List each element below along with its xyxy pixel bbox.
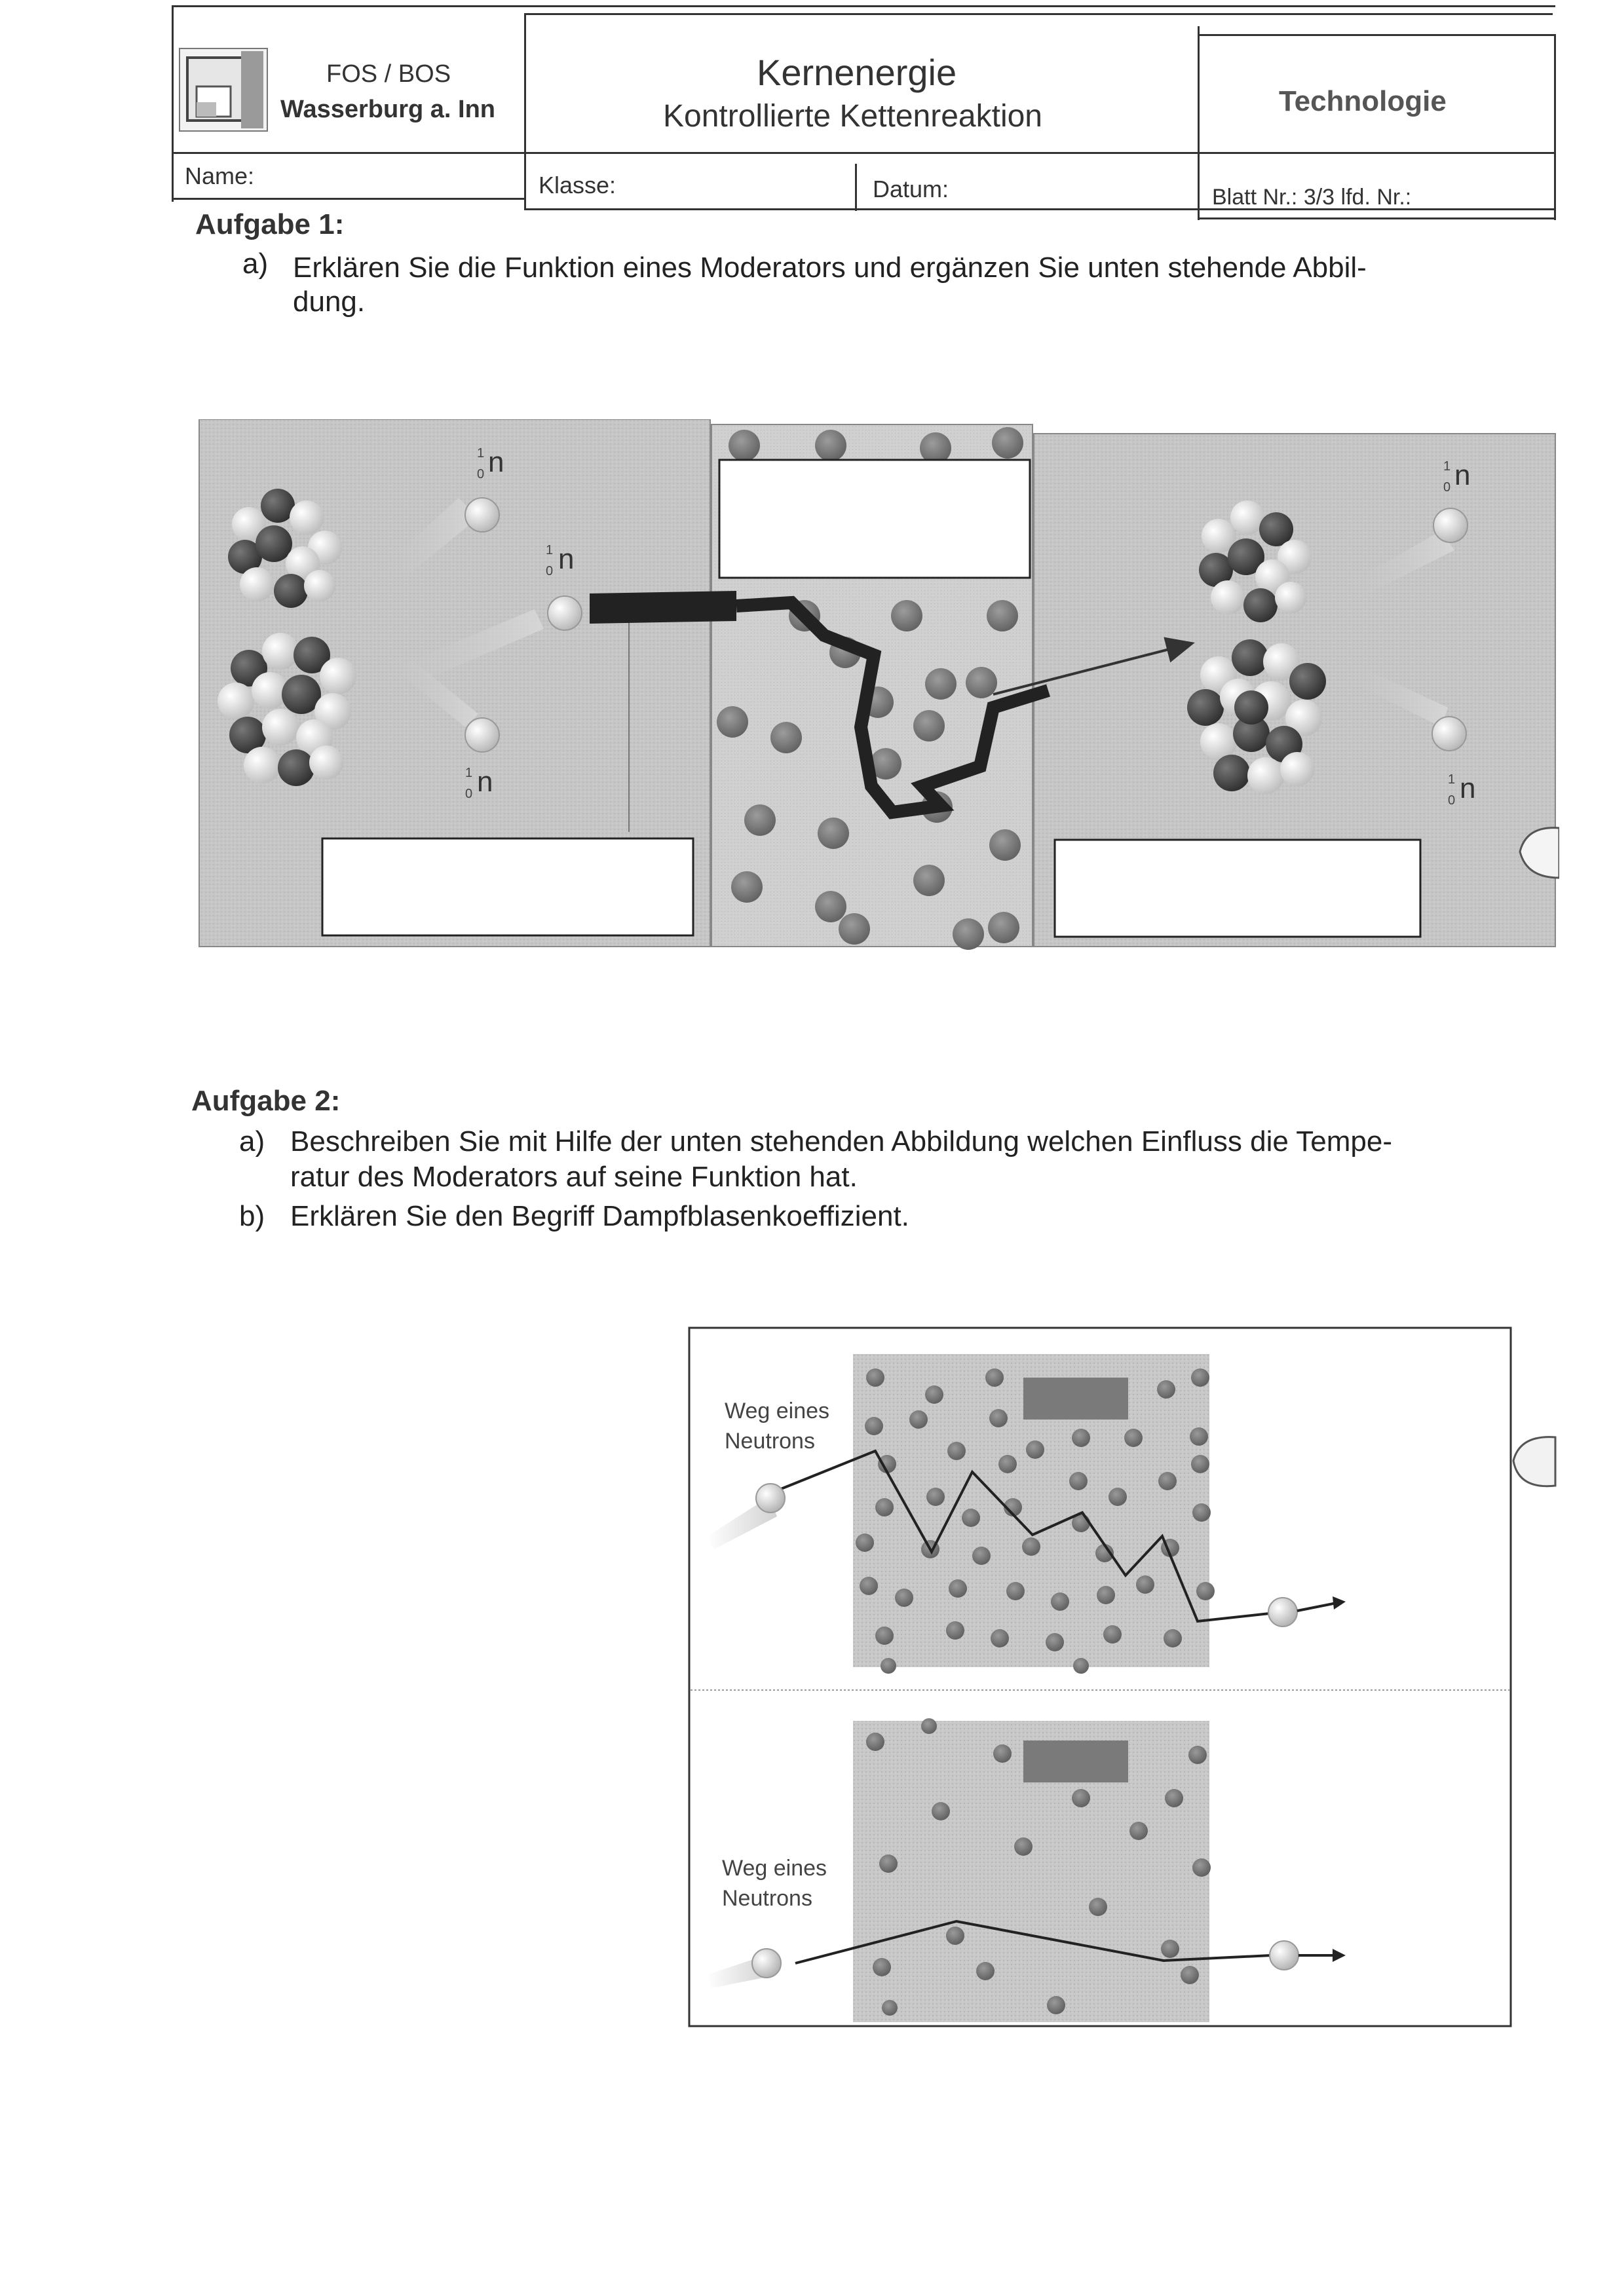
task2-title: Aufgabe 2: [191, 1085, 341, 1117]
neutron-icon [1432, 717, 1466, 751]
answer-box-left[interactable] [322, 838, 693, 935]
task1-a-marker: a) [242, 248, 269, 280]
hot-moderator-panel [795, 1718, 1271, 2022]
task2-a-text-line2: ratur des Moderators auf seine Funktion hat. [290, 1161, 858, 1193]
neutron-icon [465, 498, 499, 532]
moderator-figure [197, 419, 1559, 950]
task1-a-text-line2: dung. [293, 286, 366, 318]
task2-a-text-line1: Beschreiben Sie mit Hilfe der unten stehenden Abbildung welchen Einfluss die Tempe- [290, 1125, 1392, 1157]
neutron-symbol-1: n [488, 446, 504, 478]
task1-a-text-line1: Erklären Sie die Funktion eines Moderators und ergänzen Sie unten stehende Abbil- [293, 252, 1367, 284]
name-field-label: Name: [185, 162, 255, 189]
cold-path-label-line2: Neutrons [725, 1429, 815, 1454]
neutron-in-icon [756, 1484, 785, 1513]
subject-label: Technologie [1279, 85, 1447, 117]
task2-a-marker: a) [239, 1125, 265, 1157]
school-logo-icon [178, 47, 269, 132]
school-name-line2: Wasserburg a. Inn [280, 96, 495, 123]
neutron-out-icon [1268, 1598, 1297, 1627]
sheet-number-label: Blatt Nr.: 3/3 lfd. Nr.: [1212, 185, 1412, 210]
neutron-charge-5: 0 [1448, 793, 1456, 808]
neutron-mass-1: 1 [477, 446, 485, 461]
neutron-symbol-2: n [558, 543, 575, 575]
neutron-mass-3: 1 [465, 766, 473, 780]
temperature-figure [688, 1327, 1520, 2034]
neutron-in-icon [752, 1949, 781, 1978]
neutron-charge-1: 0 [477, 467, 485, 481]
class-field-label: Klasse: [539, 172, 616, 198]
neutron-symbol-5: n [1460, 772, 1476, 804]
neutron-mass-5: 1 [1448, 772, 1456, 787]
punch-hole-icon [1507, 1435, 1559, 1494]
page-subtitle: Kontrollierte Kettenreaktion [663, 99, 1042, 134]
answer-box-moderator[interactable] [719, 460, 1030, 578]
neutron-icon [548, 596, 582, 630]
date-field-label: Datum: [873, 176, 949, 202]
neutron-out-icon [1270, 1941, 1298, 1970]
neutron-symbol-3: n [477, 766, 493, 798]
neutron-charge-3: 0 [465, 787, 473, 801]
task2-b-text-line1: Erklären Sie den Begriff Dampfblasenkoeffizient. [290, 1200, 909, 1232]
neutron-icon [1433, 508, 1468, 542]
neutron-mass-4: 1 [1443, 459, 1451, 474]
task1-title: Aufgabe 1: [195, 208, 345, 240]
hot-path-label-line1: Weg eines [722, 1856, 827, 1881]
cold-path-label-line1: Weg eines [725, 1399, 830, 1423]
neutron-charge-2: 0 [546, 564, 554, 578]
hot-path-label-line2: Neutrons [722, 1886, 812, 1911]
neutron-icon [465, 718, 499, 752]
neutron-mass-2: 1 [546, 543, 554, 557]
task2-b-marker: b) [239, 1200, 265, 1232]
page-title: Kernenergie [757, 52, 957, 93]
neutron-charge-4: 0 [1443, 480, 1451, 495]
neutron-symbol-4: n [1454, 459, 1471, 491]
school-name-line1: FOS / BOS [326, 60, 451, 88]
answer-box-right[interactable] [1055, 840, 1420, 937]
